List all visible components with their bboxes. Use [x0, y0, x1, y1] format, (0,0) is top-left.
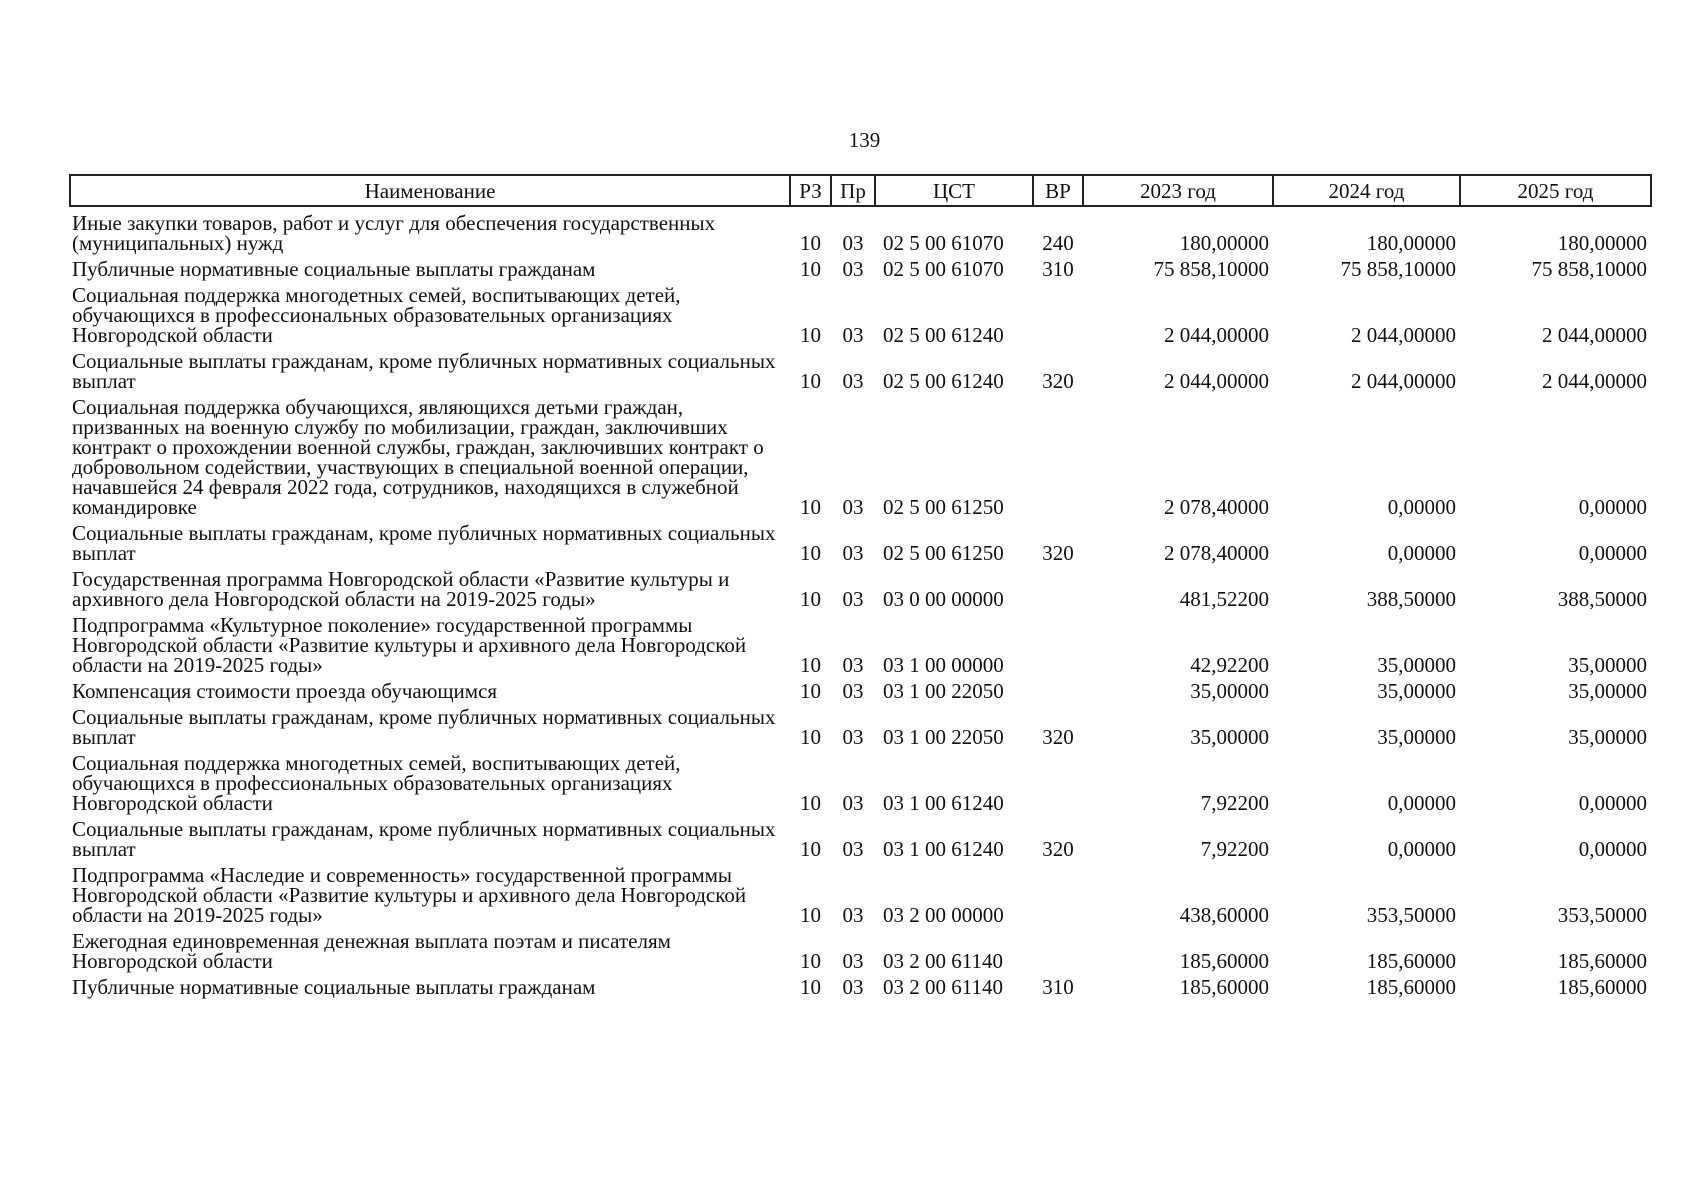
row-name: Подпрограмма «Культурное поколение» государственной программы Новгородской области «Развитие культуры и архивного дела Новгородской области на 2019-2025 годы»: [72, 613, 747, 677]
row-2023: 7,92200: [1200, 837, 1269, 861]
budget-table: [69, 174, 1652, 1003]
row-2024: 2 044,00000: [1351, 323, 1456, 347]
row-2023: 35,00000: [1190, 725, 1269, 749]
row-pr: 03: [842, 791, 864, 815]
row-name: Публичные нормативные социальные выплаты гражданам: [72, 975, 596, 999]
row-vr: 320: [1042, 541, 1074, 565]
row-cst: 03 1 00 22050: [883, 725, 1004, 749]
row-2024: 185,60000: [1366, 949, 1456, 973]
row-2024: 35,00000: [1377, 679, 1456, 703]
row-pr: 03: [842, 495, 864, 519]
row-name: Государственная программа Новгородской области «Развитие культуры и архивного дела Новгородской области на 2019-2025 годы»: [72, 567, 730, 611]
row-vr: [1033, 753, 1083, 819]
row-vr: 320: [1042, 725, 1074, 749]
header-pr: Пр: [831, 175, 875, 206]
row-2025: 35,00000: [1568, 725, 1647, 749]
row-pr: 03: [842, 949, 864, 973]
row-cst: 03 1 00 61240: [883, 837, 1004, 861]
row-cst: 02 5 00 61250: [883, 541, 1004, 565]
table-row: [70, 977, 1651, 1003]
row-2023: 2 078,40000: [1164, 541, 1269, 565]
row-vr: [1033, 397, 1083, 523]
table-row: [70, 681, 1651, 707]
table-row: [70, 931, 1651, 977]
row-rz: 10: [800, 323, 821, 347]
row-2023: 7,92200: [1200, 791, 1269, 815]
row-vr: [1033, 285, 1083, 351]
row-pr: 03: [842, 679, 864, 703]
row-2025: 35,00000: [1568, 679, 1647, 703]
row-pr: 03: [842, 653, 864, 677]
table-row: [70, 351, 1651, 397]
row-name: Социальные выплаты гражданам, кроме публичных нормативных социальных выплат: [72, 705, 776, 749]
row-2025: 353,50000: [1557, 903, 1647, 927]
page-number: 139: [848, 128, 881, 152]
table-row: [70, 523, 1651, 569]
header-name: Наименование: [70, 175, 790, 206]
row-rz: 10: [800, 679, 821, 703]
row-cst: 03 1 00 00000: [883, 653, 1004, 677]
row-rz: 10: [800, 949, 821, 973]
row-cst: 03 1 00 61240: [883, 791, 1004, 815]
row-name: Публичные нормативные социальные выплаты гражданам: [72, 257, 596, 281]
row-2024: 388,50000: [1366, 587, 1456, 611]
header-row: [70, 175, 1651, 206]
row-rz: 10: [800, 495, 821, 519]
row-2024: 185,60000: [1366, 975, 1456, 999]
row-rz: 10: [800, 837, 821, 861]
table-row: [70, 753, 1651, 819]
header-cst: ЦСТ: [875, 175, 1033, 206]
row-2023: 185,60000: [1179, 949, 1269, 973]
row-cst: 03 1 00 22050: [883, 679, 1004, 703]
row-cst: 02 5 00 61240: [883, 323, 1004, 347]
row-2024: 35,00000: [1377, 725, 1456, 749]
row-vr: [1033, 931, 1083, 977]
row-rz: 10: [800, 587, 821, 611]
row-rz: 10: [800, 975, 821, 999]
row-2023: 42,92200: [1190, 653, 1269, 677]
row-2025: 0,00000: [1578, 837, 1647, 861]
table-row: [70, 569, 1651, 615]
row-pr: 03: [842, 323, 864, 347]
table-row: [70, 206, 1651, 259]
row-name: Социальные выплаты гражданам, кроме публичных нормативных социальных выплат: [72, 349, 776, 393]
row-vr: [1033, 615, 1083, 681]
row-pr: 03: [842, 975, 864, 999]
row-vr: [1033, 569, 1083, 615]
row-rz: 10: [800, 541, 821, 565]
row-vr: 240: [1042, 231, 1074, 255]
row-2024: 0,00000: [1387, 495, 1456, 519]
table-row: [70, 865, 1651, 931]
table-row: [70, 707, 1651, 753]
table-row: [70, 285, 1651, 351]
row-2023: 2 044,00000: [1164, 369, 1269, 393]
row-name: Социальные выплаты гражданам, кроме публичных нормативных социальных выплат: [72, 521, 776, 565]
row-2023: 35,00000: [1190, 679, 1269, 703]
row-2025: 2 044,00000: [1542, 323, 1647, 347]
row-2023: 185,60000: [1179, 975, 1269, 999]
row-name: Иные закупки товаров, работ и услуг для обеспечения государственных (муниципальных) нужд: [72, 211, 716, 255]
row-2024: 180,00000: [1366, 231, 1456, 255]
row-2023: 180,00000: [1179, 231, 1269, 255]
row-vr: 310: [1042, 975, 1074, 999]
row-cst: 03 2 00 61140: [883, 975, 1003, 999]
row-2023: 438,60000: [1179, 903, 1269, 927]
row-2025: 185,60000: [1557, 975, 1647, 999]
header-2025: 2025 год: [1460, 175, 1651, 206]
row-name: Социальные выплаты гражданам, кроме публичных нормативных социальных выплат: [72, 817, 776, 861]
row-2025: 35,00000: [1568, 653, 1647, 677]
row-2024: 0,00000: [1387, 541, 1456, 565]
row-name: Подпрограмма «Наследие и современность» государственной программы Новгородской области «Развитие культуры и архивного дела Новгородской области на 2019-2025 годы»: [72, 863, 747, 927]
row-name: Компенсация стоимости проезда обучающимся: [72, 679, 498, 703]
row-rz: 10: [800, 231, 821, 255]
row-2025: 2 044,00000: [1542, 369, 1647, 393]
table-row: [70, 259, 1651, 285]
row-rz: 10: [800, 903, 821, 927]
row-cst: 02 5 00 61070: [883, 257, 1004, 281]
row-2024: 75 858,10000: [1340, 257, 1456, 281]
row-2025: 185,60000: [1557, 949, 1647, 973]
row-vr: [1033, 681, 1083, 707]
row-2023: 481,52200: [1179, 587, 1269, 611]
row-cst: 02 5 00 61250: [883, 495, 1004, 519]
row-rz: 10: [800, 369, 821, 393]
table-row: [70, 615, 1651, 681]
row-vr: 310: [1042, 257, 1074, 281]
row-pr: 03: [842, 903, 864, 927]
row-rz: 10: [800, 791, 821, 815]
header-vr: ВР: [1033, 175, 1083, 206]
row-2025: 180,00000: [1557, 231, 1647, 255]
row-rz: 10: [800, 725, 821, 749]
row-vr: [1033, 865, 1083, 931]
table-row: [70, 819, 1651, 865]
row-rz: 10: [800, 257, 821, 281]
table-body: [70, 206, 1651, 1003]
row-pr: 03: [842, 587, 864, 611]
row-cst: 02 5 00 61240: [883, 369, 1004, 393]
row-pr: 03: [842, 257, 864, 281]
row-vr: 320: [1042, 837, 1074, 861]
row-name: Социальная поддержка обучающихся, являющихся детьми граждан, призванных на военную службу по мобилизации, граждан, заключивших контракт о прохождении военной службы, граждан, заключивших контракт о добровольном содействии, участвующих в специальной военной операции, начавшейся 24 февраля 2022 года, сотрудников, находящихся в служебной командировке: [72, 395, 764, 519]
row-cst: 03 2 00 00000: [883, 903, 1004, 927]
row-2024: 2 044,00000: [1351, 369, 1456, 393]
row-name: Социальная поддержка многодетных семей, воспитывающих детей, обучающихся в профессиональных образовательных организациях Новгородской области: [72, 283, 681, 347]
row-pr: 03: [842, 837, 864, 861]
row-2025: 0,00000: [1578, 541, 1647, 565]
row-pr: 03: [842, 231, 864, 255]
row-2024: 353,50000: [1366, 903, 1456, 927]
row-2025: 0,00000: [1578, 495, 1647, 519]
row-2023: 2 078,40000: [1164, 495, 1269, 519]
row-2024: 35,00000: [1377, 653, 1456, 677]
row-pr: 03: [842, 369, 864, 393]
row-name: Ежегодная единовременная денежная выплата поэтам и писателям Новгородской области: [72, 929, 671, 973]
row-cst: 02 5 00 61070: [883, 231, 1004, 255]
row-2025: 0,00000: [1578, 791, 1647, 815]
row-cst: 03 0 00 00000: [883, 587, 1004, 611]
row-2024: 0,00000: [1387, 837, 1456, 861]
row-2023: 75 858,10000: [1153, 257, 1269, 281]
row-2023: 2 044,00000: [1164, 323, 1269, 347]
table-header: [70, 175, 1651, 206]
row-name: Социальная поддержка многодетных семей, воспитывающих детей, обучающихся в профессиональных образовательных организациях Новгородской области: [72, 751, 681, 815]
row-vr: 320: [1042, 369, 1074, 393]
row-cst: 03 2 00 61140: [883, 949, 1003, 973]
row-2025: 388,50000: [1557, 587, 1647, 611]
row-2024: 0,00000: [1387, 791, 1456, 815]
row-2025: 75 858,10000: [1531, 257, 1647, 281]
header-2024: 2024 год: [1273, 175, 1460, 206]
table-row: [70, 397, 1651, 523]
row-rz: 10: [800, 653, 821, 677]
row-pr: 03: [842, 541, 864, 565]
header-2023: 2023 год: [1083, 175, 1273, 206]
row-pr: 03: [842, 725, 864, 749]
header-rz: РЗ: [790, 175, 831, 206]
